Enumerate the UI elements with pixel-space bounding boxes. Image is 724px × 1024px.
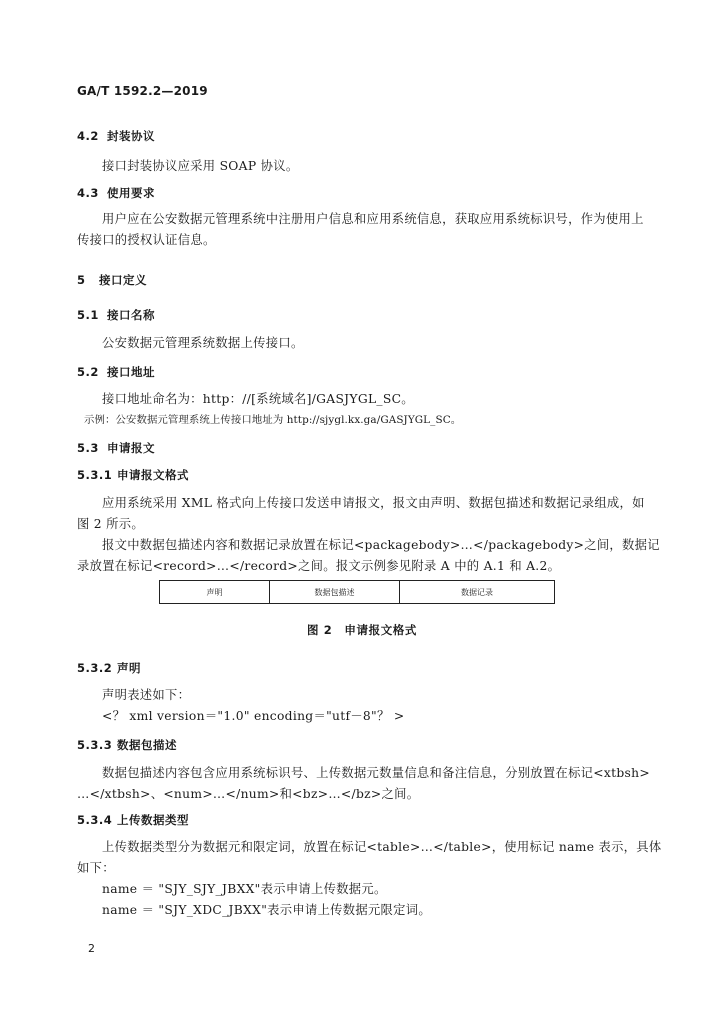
heading-title: 数据包描述: [117, 738, 177, 752]
paragraph-line: 报文中数据包描述内容和数据记录放置在标记<packagebody>…</packagebody>之间，数据记: [102, 538, 660, 552]
heading-title: 封装协议: [107, 129, 155, 143]
code-line: name ＝ "SJY_XDC_JBXX"表示申请上传数据元限定词。: [102, 903, 431, 917]
code-line: name ＝ "SJY_SJY_JBXX"表示申请上传数据元。: [102, 882, 387, 896]
paragraph: [77, 763, 650, 805]
heading-4-3: [77, 185, 155, 201]
paragraph: 接口地址命名为：http：//[系统域名]/GASJYGL_SC。: [102, 392, 414, 406]
heading-title: 上传数据类型: [117, 813, 189, 827]
xml-declaration-line: <？ xml version＝"1.0" encoding＝"utf－8"？ >: [102, 709, 405, 723]
paragraph: [77, 837, 661, 921]
heading-5-3-1: [77, 467, 189, 483]
paragraph: [77, 535, 660, 577]
heading-number: 5.2: [77, 365, 99, 379]
paragraph: [77, 209, 644, 251]
paragraph-line: 用户应在公安数据元管理系统中注册用户信息和应用系统信息，获取应用系统标识号，作为使用上: [102, 212, 644, 226]
heading-title: 接口定义: [99, 273, 147, 287]
heading-number: 5.3: [77, 441, 99, 455]
figure-cell-declaration: 声明: [160, 581, 270, 603]
heading-number: 5.1: [77, 308, 99, 322]
paragraph-line: 如下：: [77, 861, 115, 875]
heading-5-3-2: [77, 660, 141, 676]
heading-5-1: [77, 307, 155, 323]
heading-number: 5.3.4: [77, 813, 113, 827]
heading-title: 申请报文格式: [117, 468, 189, 482]
heading-number: 5.3.1: [77, 468, 113, 482]
paragraph-line: …</xtbsh>、<num>…</num>和<bz>…</bz>之间。: [77, 787, 420, 801]
heading-title: 申请报文: [107, 441, 155, 455]
heading-number: 5: [77, 273, 86, 287]
example-note: 示例：公安数据元管理系统上传接口地址为 http://sjygl.kx.ga/GASJYGL_SC。: [84, 414, 462, 426]
heading-5: [77, 272, 147, 288]
heading-5-3: [77, 440, 155, 456]
standard-code: GA/T 1592.2—2019: [77, 84, 208, 98]
heading-5-2: [77, 364, 155, 380]
heading-5-3-4: [77, 812, 189, 828]
figure-cell-data-record: 数据记录: [461, 587, 493, 597]
heading-5-3-3: [77, 737, 177, 753]
page-number: 2: [88, 942, 95, 955]
paragraph: 接口封装协议应采用 SOAP 协议。: [102, 159, 299, 173]
paragraph-line: 数据包描述内容包含应用系统标识号、上传数据元数量信息和备注信息，分别放置在标记<xtbsh>: [102, 766, 650, 780]
paragraph: 公安数据元管理系统数据上传接口。: [102, 336, 304, 350]
heading-number: 5.3.2: [77, 661, 113, 675]
figure-caption: 图 2 申请报文格式: [306, 623, 417, 637]
heading-title: 接口地址: [107, 365, 155, 379]
heading-number: 5.3.3: [77, 738, 113, 752]
paragraph: [77, 493, 645, 535]
paragraph-line: 录放置在标记<record>…</record>之间。报文示例参见附录 A 中的 A.1 和 A.2。: [77, 559, 561, 573]
message-format-figure: [159, 580, 555, 604]
paragraph-line: 应用系统采用 XML 格式向上传接口发送申请报文，报文由声明、数据包描述和数据记录组成，如: [102, 496, 645, 510]
heading-title: 使用要求: [107, 186, 155, 200]
paragraph-line: 声明表述如下：: [102, 688, 191, 702]
paragraph-line: 图 2 所示。: [77, 517, 144, 531]
heading-4-2: [77, 128, 155, 144]
heading-number: 4.3: [77, 186, 99, 200]
paragraph: [102, 685, 404, 727]
heading-title: 声明: [117, 661, 141, 675]
heading-title: 接口名称: [107, 308, 155, 322]
heading-number: 4.2: [77, 129, 99, 143]
paragraph-line: 上传数据类型分为数据元和限定词，放置在标记<table>…</table>，使用标记 name 表示，具体: [102, 840, 662, 854]
figure-cell-package-description: 数据包描述: [270, 581, 400, 603]
paragraph-line: 传接口的授权认证信息。: [77, 233, 216, 247]
